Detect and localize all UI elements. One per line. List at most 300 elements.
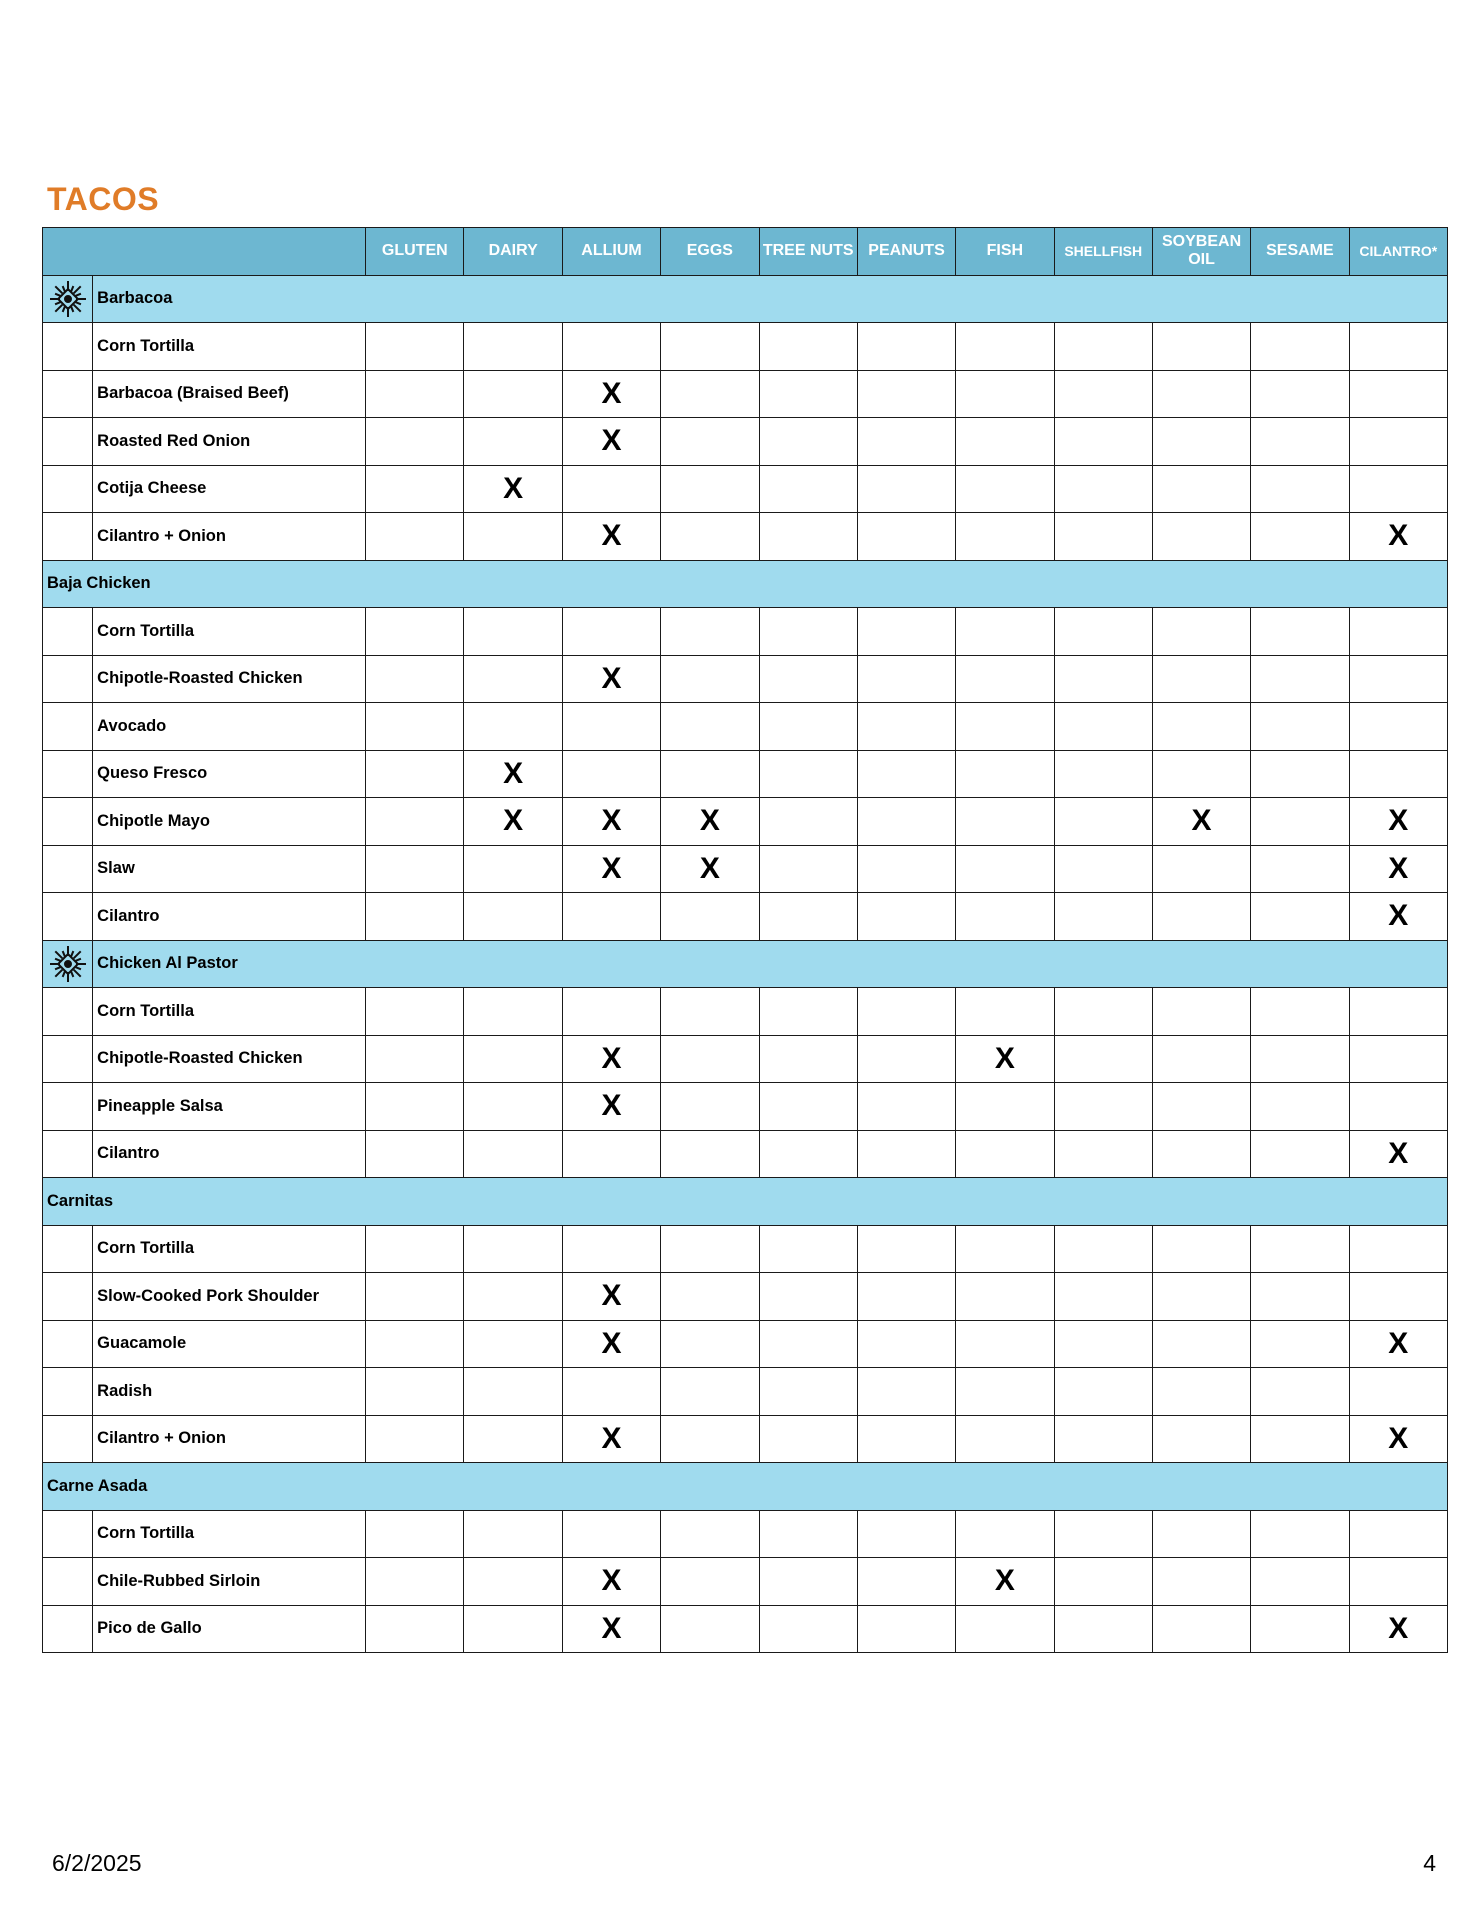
allergen-cell-cilantro: X [1349, 1320, 1447, 1368]
allergen-cell-sesame [1251, 655, 1349, 703]
allergen-cell-tree-nuts [759, 1130, 857, 1178]
table-row [43, 418, 1448, 466]
allergen-cell-cilantro [1349, 465, 1447, 513]
allergen-cell-gluten [366, 1510, 464, 1558]
allergen-cell-shellfish [1054, 513, 1152, 561]
allergen-cell-gluten [366, 845, 464, 893]
allergen-cell-gluten [366, 1320, 464, 1368]
allergen-cell-dairy [464, 1510, 562, 1558]
allergen-cell-tree-nuts [759, 1368, 857, 1416]
row-spacer-cell [43, 988, 93, 1036]
row-spacer-cell [43, 370, 93, 418]
allergen-cell-sesame [1251, 1130, 1349, 1178]
allergen-cell-dairy: X [464, 465, 562, 513]
allergen-cell-allium [562, 1130, 660, 1178]
allergen-cell-gluten [366, 370, 464, 418]
ingredient-name: Chipotle Mayo [93, 798, 366, 846]
allergen-cell-gluten [366, 1368, 464, 1416]
allergen-cell-fish [956, 1415, 1054, 1463]
allergen-cell-allium [562, 1368, 660, 1416]
allergen-cell-eggs [661, 1605, 759, 1653]
allergen-cell-sesame [1251, 1035, 1349, 1083]
allergen-cell-peanuts [857, 845, 955, 893]
column-header-sesame: SESAME [1251, 228, 1349, 276]
allergen-cell-shellfish [1054, 988, 1152, 1036]
allergen-cell-peanuts [857, 465, 955, 513]
allergen-cell-peanuts [857, 798, 955, 846]
allergen-cell-soybean-oil [1152, 513, 1250, 561]
allergen-cell-cilantro: X [1349, 893, 1447, 941]
allergen-cell-sesame [1251, 608, 1349, 656]
allergen-cell-eggs [661, 1368, 759, 1416]
page-title: TACOS [47, 181, 160, 217]
allergen-cell-fish [956, 418, 1054, 466]
allergen-cell-peanuts [857, 1273, 955, 1321]
allergen-cell-gluten [366, 1130, 464, 1178]
allergen-cell-peanuts [857, 418, 955, 466]
ingredient-name: Avocado [93, 703, 366, 751]
allergen-cell-eggs [661, 418, 759, 466]
ingredient-name: Chipotle-Roasted Chicken [93, 655, 366, 703]
row-spacer-cell [43, 1605, 93, 1653]
allergen-cell-sesame [1251, 1558, 1349, 1606]
allergen-cell-peanuts [857, 893, 955, 941]
ingredient-name: Roasted Red Onion [93, 418, 366, 466]
allergen-cell-eggs [661, 750, 759, 798]
allergen-cell-eggs [661, 1083, 759, 1131]
allergen-cell-eggs [661, 1130, 759, 1178]
column-header-shellfish: SHELLFISH [1054, 228, 1152, 276]
row-spacer-cell [43, 750, 93, 798]
sun-emblem-icon [43, 940, 93, 988]
allergen-cell-gluten [366, 703, 464, 751]
allergen-cell-eggs [661, 1510, 759, 1558]
row-spacer-cell [43, 1510, 93, 1558]
allergen-cell-dairy [464, 418, 562, 466]
allergen-cell-allium: X [562, 798, 660, 846]
allergen-cell-sesame [1251, 703, 1349, 751]
allergen-table [42, 227, 1448, 1653]
ingredient-name: Cotija Cheese [93, 465, 366, 513]
allergen-cell-cilantro: X [1349, 1415, 1447, 1463]
allergen-cell-shellfish [1054, 1605, 1152, 1653]
allergen-cell-allium: X [562, 1083, 660, 1131]
allergen-cell-peanuts [857, 1368, 955, 1416]
allergen-cell-peanuts [857, 1225, 955, 1273]
allergen-cell-allium: X [562, 1320, 660, 1368]
allergen-cell-allium: X [562, 1035, 660, 1083]
allergen-cell-shellfish [1054, 1558, 1152, 1606]
column-header-cilantro: CILANTRO* [1349, 228, 1447, 276]
ingredient-name: Chipotle-Roasted Chicken [93, 1035, 366, 1083]
column-header-soybean-oil: SOYBEAN OIL [1152, 228, 1250, 276]
ingredient-name: Queso Fresco [93, 750, 366, 798]
allergen-cell-shellfish [1054, 1368, 1152, 1416]
allergen-cell-peanuts [857, 1605, 955, 1653]
allergen-cell-fish: X [956, 1035, 1054, 1083]
table-row [43, 513, 1448, 561]
allergen-cell-peanuts [857, 1035, 955, 1083]
section-name: Chicken Al Pastor [93, 940, 1448, 988]
row-spacer-cell [43, 1130, 93, 1178]
allergen-cell-soybean-oil [1152, 608, 1250, 656]
allergen-cell-gluten [366, 988, 464, 1036]
allergen-cell-soybean-oil [1152, 703, 1250, 751]
allergen-cell-dairy [464, 703, 562, 751]
allergen-cell-gluten [366, 1558, 464, 1606]
column-header-tree-nuts: TREE NUTS [759, 228, 857, 276]
table-row [43, 323, 1448, 371]
row-spacer-cell [43, 1225, 93, 1273]
allergen-cell-soybean-oil [1152, 1273, 1250, 1321]
table-row [43, 1558, 1448, 1606]
allergen-cell-shellfish [1054, 798, 1152, 846]
allergen-cell-dairy [464, 1225, 562, 1273]
allergen-cell-tree-nuts [759, 1035, 857, 1083]
allergen-cell-shellfish [1054, 370, 1152, 418]
allergen-cell-peanuts [857, 323, 955, 371]
allergen-cell-tree-nuts [759, 655, 857, 703]
allergen-cell-fish [956, 703, 1054, 751]
allergen-cell-peanuts [857, 750, 955, 798]
allergen-cell-fish [956, 1510, 1054, 1558]
allergen-cell-cilantro: X [1349, 798, 1447, 846]
table-row [43, 465, 1448, 513]
allergen-cell-tree-nuts [759, 513, 857, 561]
table-row [43, 1273, 1448, 1321]
allergen-cell-tree-nuts [759, 1225, 857, 1273]
allergen-cell-peanuts [857, 655, 955, 703]
section-name: Carnitas [43, 1178, 1448, 1226]
allergen-cell-cilantro [1349, 1558, 1447, 1606]
allergen-cell-dairy [464, 1415, 562, 1463]
allergen-cell-shellfish [1054, 1035, 1152, 1083]
allergen-cell-peanuts [857, 703, 955, 751]
ingredient-name: Corn Tortilla [93, 1225, 366, 1273]
allergen-cell-soybean-oil [1152, 1035, 1250, 1083]
table-row [43, 1415, 1448, 1463]
allergen-cell-sesame [1251, 1225, 1349, 1273]
allergen-cell-gluten [366, 465, 464, 513]
table-row [43, 1320, 1448, 1368]
allergen-cell-soybean-oil [1152, 988, 1250, 1036]
allergen-cell-dairy [464, 1320, 562, 1368]
column-header-allium: ALLIUM [562, 228, 660, 276]
table-header-row [43, 228, 1448, 276]
allergen-cell-dairy [464, 1605, 562, 1653]
row-spacer-cell [43, 893, 93, 941]
allergen-cell-sesame [1251, 370, 1349, 418]
table-row [43, 845, 1448, 893]
allergen-cell-sesame [1251, 750, 1349, 798]
allergen-cell-cilantro: X [1349, 1130, 1447, 1178]
allergen-cell-tree-nuts [759, 845, 857, 893]
allergen-cell-fish [956, 1083, 1054, 1131]
allergen-cell-eggs [661, 893, 759, 941]
allergen-cell-gluten [366, 1035, 464, 1083]
allergen-cell-allium [562, 988, 660, 1036]
row-spacer-cell [43, 1273, 93, 1321]
table-row [43, 1035, 1448, 1083]
allergen-cell-soybean-oil: X [1152, 798, 1250, 846]
allergen-cell-tree-nuts [759, 1320, 857, 1368]
allergen-cell-eggs [661, 323, 759, 371]
allergen-cell-sesame [1251, 893, 1349, 941]
allergen-cell-tree-nuts [759, 1510, 857, 1558]
allergen-cell-allium [562, 893, 660, 941]
allergen-cell-fish [956, 1605, 1054, 1653]
ingredient-name: Corn Tortilla [93, 988, 366, 1036]
allergen-cell-shellfish [1054, 1273, 1152, 1321]
allergen-cell-allium [562, 323, 660, 371]
allergen-cell-gluten [366, 798, 464, 846]
allergen-cell-peanuts [857, 1083, 955, 1131]
table-row [43, 1130, 1448, 1178]
allergen-cell-allium: X [562, 845, 660, 893]
allergen-cell-fish [956, 1368, 1054, 1416]
section-name: Baja Chicken [43, 560, 1448, 608]
allergen-cell-gluten [366, 1225, 464, 1273]
allergen-cell-tree-nuts [759, 750, 857, 798]
column-header-fish: FISH [956, 228, 1054, 276]
table-row [43, 703, 1448, 751]
row-spacer-cell [43, 418, 93, 466]
allergen-cell-shellfish [1054, 845, 1152, 893]
allergen-cell-dairy [464, 608, 562, 656]
allergen-cell-fish [956, 1273, 1054, 1321]
allergen-cell-dairy: X [464, 798, 562, 846]
allergen-cell-allium [562, 465, 660, 513]
allergen-cell-soybean-oil [1152, 465, 1250, 513]
allergen-cell-eggs [661, 1558, 759, 1606]
allergen-cell-allium [562, 1225, 660, 1273]
allergen-cell-gluten [366, 418, 464, 466]
allergen-cell-allium [562, 608, 660, 656]
allergen-cell-allium: X [562, 1558, 660, 1606]
allergen-cell-fish [956, 893, 1054, 941]
ingredient-name: Cilantro [93, 1130, 366, 1178]
allergen-cell-soybean-oil [1152, 1130, 1250, 1178]
allergen-cell-soybean-oil [1152, 655, 1250, 703]
ingredient-name: Cilantro + Onion [93, 1415, 366, 1463]
ingredient-name: Pineapple Salsa [93, 1083, 366, 1131]
ingredient-name: Slow-Cooked Pork Shoulder [93, 1273, 366, 1321]
allergen-cell-peanuts [857, 1130, 955, 1178]
allergen-cell-cilantro [1349, 655, 1447, 703]
table-row [43, 608, 1448, 656]
allergen-cell-cilantro [1349, 703, 1447, 751]
allergen-cell-cilantro [1349, 1510, 1447, 1558]
allergen-cell-peanuts [857, 1415, 955, 1463]
allergen-cell-allium: X [562, 1605, 660, 1653]
allergen-cell-cilantro: X [1349, 845, 1447, 893]
allergen-cell-soybean-oil [1152, 845, 1250, 893]
row-spacer-cell [43, 323, 93, 371]
table-row [43, 370, 1448, 418]
ingredient-name: Barbacoa (Braised Beef) [93, 370, 366, 418]
allergen-cell-dairy [464, 1273, 562, 1321]
allergen-cell-eggs [661, 1273, 759, 1321]
ingredient-name: Chile-Rubbed Sirloin [93, 1558, 366, 1606]
allergen-cell-allium [562, 1510, 660, 1558]
allergen-cell-eggs [661, 655, 759, 703]
allergen-cell-dairy [464, 1035, 562, 1083]
allergen-cell-tree-nuts [759, 893, 857, 941]
allergen-cell-soybean-oil [1152, 1083, 1250, 1131]
allergen-cell-soybean-oil [1152, 750, 1250, 798]
allergen-cell-peanuts [857, 1320, 955, 1368]
allergen-cell-shellfish [1054, 1415, 1152, 1463]
allergen-cell-cilantro [1349, 323, 1447, 371]
allergen-cell-gluten [366, 323, 464, 371]
allergen-cell-tree-nuts [759, 1083, 857, 1131]
allergen-cell-shellfish [1054, 1320, 1152, 1368]
allergen-cell-peanuts [857, 1558, 955, 1606]
allergen-cell-eggs: X [661, 798, 759, 846]
allergen-cell-soybean-oil [1152, 1415, 1250, 1463]
table-row [43, 988, 1448, 1036]
allergen-cell-shellfish [1054, 608, 1152, 656]
allergen-cell-fish [956, 608, 1054, 656]
allergen-cell-shellfish [1054, 465, 1152, 513]
table-row [43, 1083, 1448, 1131]
allergen-cell-allium: X [562, 1273, 660, 1321]
ingredient-name: Corn Tortilla [93, 1510, 366, 1558]
row-spacer-cell [43, 1415, 93, 1463]
allergen-cell-peanuts [857, 608, 955, 656]
column-header-dairy: DAIRY [464, 228, 562, 276]
section-row [43, 940, 1448, 988]
allergen-cell-dairy: X [464, 750, 562, 798]
table-body [43, 275, 1448, 1653]
allergen-cell-gluten [366, 750, 464, 798]
allergen-cell-sesame [1251, 1605, 1349, 1653]
row-spacer-cell [43, 1320, 93, 1368]
section-row [43, 560, 1448, 608]
allergen-cell-tree-nuts [759, 608, 857, 656]
allergen-cell-fish [956, 1130, 1054, 1178]
allergen-cell-shellfish [1054, 418, 1152, 466]
allergen-cell-sesame [1251, 1083, 1349, 1131]
table-row [43, 893, 1448, 941]
allergen-cell-sesame [1251, 1273, 1349, 1321]
allergen-cell-eggs [661, 608, 759, 656]
ingredient-name: Radish [93, 1368, 366, 1416]
allergen-cell-tree-nuts [759, 370, 857, 418]
allergen-cell-eggs [661, 1035, 759, 1083]
allergen-cell-cilantro [1349, 1225, 1447, 1273]
allergen-cell-tree-nuts [759, 465, 857, 513]
column-header-peanuts: PEANUTS [857, 228, 955, 276]
allergen-cell-allium: X [562, 418, 660, 466]
allergen-cell-eggs [661, 1415, 759, 1463]
allergen-cell-tree-nuts [759, 1273, 857, 1321]
allergen-cell-sesame [1251, 845, 1349, 893]
allergen-cell-shellfish [1054, 1225, 1152, 1273]
section-row [43, 275, 1448, 323]
table-row [43, 750, 1448, 798]
allergen-cell-gluten [366, 1605, 464, 1653]
allergen-cell-shellfish [1054, 655, 1152, 703]
allergen-cell-allium: X [562, 370, 660, 418]
footer-date: 6/2/2025 [52, 1850, 142, 1876]
allergen-cell-eggs [661, 1225, 759, 1273]
section-row [43, 1463, 1448, 1511]
allergen-cell-fish [956, 323, 1054, 371]
allergen-cell-shellfish [1054, 750, 1152, 798]
allergen-cell-tree-nuts [759, 1605, 857, 1653]
allergen-cell-dairy [464, 845, 562, 893]
allergen-cell-allium: X [562, 1415, 660, 1463]
allergen-cell-peanuts [857, 988, 955, 1036]
allergen-cell-sesame [1251, 798, 1349, 846]
allergen-cell-dairy [464, 655, 562, 703]
allergen-cell-tree-nuts [759, 1415, 857, 1463]
allergen-cell-tree-nuts [759, 323, 857, 371]
allergen-cell-eggs [661, 370, 759, 418]
row-spacer-cell [43, 1558, 93, 1606]
allergen-cell-soybean-oil [1152, 370, 1250, 418]
allergen-cell-allium [562, 703, 660, 751]
column-header-gluten: GLUTEN [366, 228, 464, 276]
allergen-cell-eggs: X [661, 845, 759, 893]
row-spacer-cell [43, 655, 93, 703]
allergen-cell-dairy [464, 323, 562, 371]
allergen-cell-sesame [1251, 1368, 1349, 1416]
allergen-cell-gluten [366, 1415, 464, 1463]
sun-emblem-icon [43, 275, 93, 323]
ingredient-name: Slaw [93, 845, 366, 893]
row-spacer-cell [43, 703, 93, 751]
allergen-cell-allium: X [562, 513, 660, 561]
ingredient-name: Pico de Gallo [93, 1605, 366, 1653]
allergen-cell-peanuts [857, 513, 955, 561]
allergen-cell-sesame [1251, 1510, 1349, 1558]
section-name: Barbacoa [93, 275, 1448, 323]
allergen-cell-fish [956, 750, 1054, 798]
allergen-cell-fish: X [956, 1558, 1054, 1606]
allergen-cell-fish [956, 798, 1054, 846]
allergen-cell-gluten [366, 1273, 464, 1321]
allergen-cell-cilantro: X [1349, 1605, 1447, 1653]
allergen-cell-sesame [1251, 418, 1349, 466]
row-spacer-cell [43, 1035, 93, 1083]
allergen-cell-soybean-oil [1152, 1320, 1250, 1368]
allergen-cell-fish [956, 1320, 1054, 1368]
table-row [43, 1225, 1448, 1273]
allergen-cell-gluten [366, 608, 464, 656]
allergen-cell-allium: X [562, 655, 660, 703]
allergen-cell-fish [956, 513, 1054, 561]
allergen-cell-cilantro [1349, 370, 1447, 418]
allergen-cell-shellfish [1054, 1510, 1152, 1558]
row-spacer-cell [43, 513, 93, 561]
allergen-cell-cilantro [1349, 1368, 1447, 1416]
allergen-cell-peanuts [857, 370, 955, 418]
ingredient-name: Corn Tortilla [93, 323, 366, 371]
table-row [43, 655, 1448, 703]
ingredient-name: Cilantro + Onion [93, 513, 366, 561]
allergen-cell-eggs [661, 703, 759, 751]
allergen-cell-shellfish [1054, 323, 1152, 371]
allergen-cell-fish [956, 845, 1054, 893]
allergen-cell-sesame [1251, 1320, 1349, 1368]
allergen-cell-cilantro [1349, 1273, 1447, 1321]
allergen-cell-shellfish [1054, 893, 1152, 941]
allergen-cell-fish [956, 370, 1054, 418]
allergen-cell-fish [956, 1225, 1054, 1273]
allergen-cell-peanuts [857, 1510, 955, 1558]
